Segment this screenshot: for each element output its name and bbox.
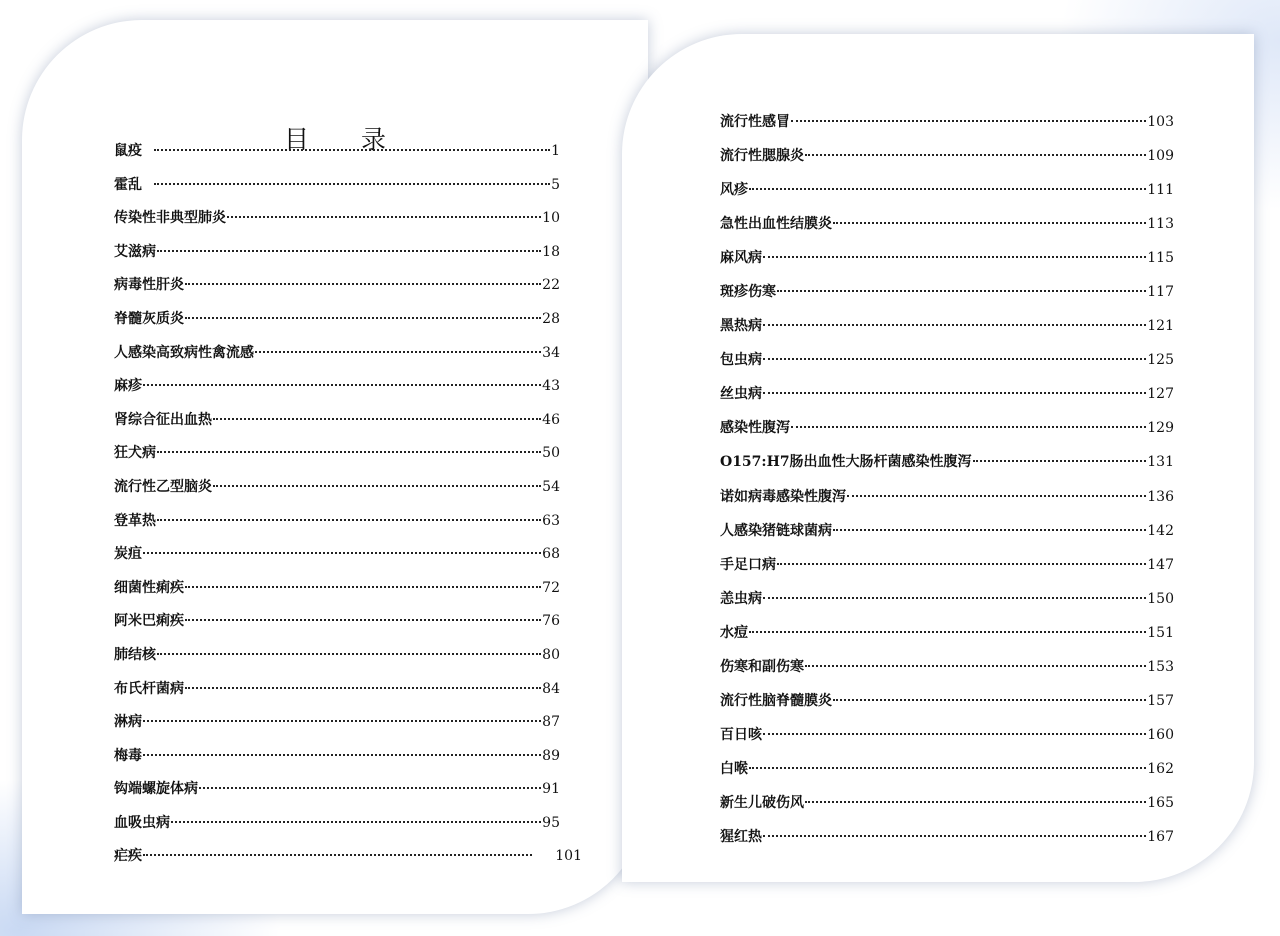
toc-entry[interactable]: [720, 418, 1174, 452]
toc-entry-page-number: 80: [542, 646, 560, 663]
toc-entry-label: 急性出血性结膜炎: [720, 216, 832, 233]
toc-entry-label: 流行性脑脊髓膜炎: [720, 692, 832, 709]
toc-entry[interactable]: [720, 589, 1174, 623]
toc-entry[interactable]: [114, 679, 560, 713]
toc-dot-leader: [763, 733, 1146, 735]
toc-entry-page-number: 131: [1147, 454, 1174, 471]
toc-entry[interactable]: [114, 175, 560, 209]
toc-entry[interactable]: [720, 623, 1174, 657]
toc-entry[interactable]: [720, 146, 1174, 180]
toc-entry-label: 人感染高致病性禽流感: [114, 344, 254, 361]
toc-dot-leader: [763, 392, 1146, 394]
toc-entry[interactable]: [720, 384, 1174, 418]
toc-dot-leader: [763, 358, 1146, 360]
toc-dot-leader: [157, 250, 541, 252]
toc-entry-page-number: 63: [542, 512, 560, 529]
toc-entry[interactable]: [114, 846, 582, 880]
toc-entry[interactable]: [114, 376, 560, 410]
toc-entry[interactable]: [114, 208, 560, 242]
toc-dot-leader: [805, 665, 1146, 667]
toc-entry-label: 黑热病: [720, 318, 762, 335]
toc-dot-leader: [199, 787, 541, 789]
toc-dot-leader: [143, 720, 541, 722]
toc-list-right: [720, 112, 1174, 861]
toc-dot-leader: [227, 216, 541, 218]
toc-entry-label: 诺如病毒感染性腹泻: [720, 488, 846, 505]
toc-entry-label: 包虫病: [720, 352, 762, 369]
toc-entry-label: 白喉: [720, 760, 748, 777]
toc-entry-page-number: 147: [1147, 556, 1174, 573]
toc-entry[interactable]: [114, 141, 560, 175]
toc-entry-page-number: 87: [542, 714, 560, 731]
toc-entry-page-number: 162: [1147, 760, 1174, 777]
toc-entry[interactable]: [720, 282, 1174, 316]
toc-entry-label: 流行性乙型脑炎: [114, 478, 212, 495]
toc-dot-leader: [185, 586, 541, 588]
toc-dot-leader: [749, 188, 1146, 190]
toc-entry-page-number: 115: [1147, 250, 1174, 267]
toc-entry[interactable]: [720, 657, 1174, 691]
toc-entry-label: 手足口病: [720, 556, 776, 573]
toc-dot-leader: [833, 529, 1146, 531]
toc-entry[interactable]: [114, 343, 560, 377]
toc-entry[interactable]: [114, 611, 560, 645]
toc-entry-label: 百日咳: [720, 726, 762, 743]
toc-entry-label: 丝虫病: [720, 386, 762, 403]
toc-entry-page-number: 157: [1147, 692, 1174, 709]
toc-entry-label: 艾滋病: [114, 243, 156, 260]
toc-entry-label: 斑疹伤寒: [720, 284, 776, 301]
toc-entry-label: 恙虫病: [720, 590, 762, 607]
toc-entry-page-number: 89: [542, 747, 560, 764]
toc-entry-page-number: 113: [1147, 216, 1174, 233]
toc-entry[interactable]: [720, 452, 1174, 486]
toc-entry-page-number: 103: [1147, 114, 1174, 130]
toc-entry-page-number: 167: [1147, 828, 1174, 845]
toc-dot-leader: [777, 563, 1146, 565]
right-page: [622, 34, 1254, 882]
toc-entry-label: 伤寒和副伤寒: [720, 658, 804, 675]
toc-entry[interactable]: [114, 309, 560, 343]
toc-entry[interactable]: [114, 242, 560, 276]
toc-entry[interactable]: [720, 112, 1174, 146]
toc-entry-page-number: 109: [1147, 148, 1174, 165]
toc-entry-label: 猩红热: [720, 828, 762, 845]
toc-entry[interactable]: [720, 827, 1174, 861]
toc-entry[interactable]: [720, 691, 1174, 725]
toc-entry-page-number: 136: [1147, 488, 1174, 505]
toc-dot-leader: [157, 519, 541, 521]
toc-entry-label: 脊髓灰质炎: [114, 310, 184, 327]
toc-entry-label: 细菌性痢疾: [114, 579, 184, 596]
toc-entry-page-number: 101: [555, 848, 582, 865]
toc-entry-page-number: 91: [542, 781, 560, 798]
toc-dot-leader: [833, 699, 1146, 701]
toc-entry[interactable]: [114, 712, 560, 746]
toc-entry[interactable]: [720, 316, 1174, 350]
toc-entry[interactable]: [114, 275, 560, 309]
toc-entry-page-number: 18: [542, 243, 560, 260]
toc-entry-page-number: 72: [542, 579, 560, 596]
toc-entry-page-number: 54: [542, 478, 560, 495]
toc-dot-leader: [185, 283, 541, 285]
toc-entry-page-number: 10: [542, 210, 560, 227]
toc-entry-page-number: 68: [542, 546, 560, 563]
toc-dot-leader: [805, 801, 1146, 803]
toc-entry-label: 阿米巴痢疾: [114, 613, 184, 630]
toc-entry-label: 流行性感冒: [720, 114, 790, 130]
toc-entry[interactable]: [114, 477, 560, 511]
toc-entry-page-number: 153: [1147, 658, 1174, 675]
toc-entry-page-number: 76: [542, 613, 560, 630]
toc-entry-page-number: 127: [1147, 386, 1174, 403]
toc-entry[interactable]: [720, 180, 1174, 214]
toc-entry-page-number: 142: [1147, 522, 1174, 539]
toc-dot-leader: [213, 485, 541, 487]
toc-entry-page-number: 22: [542, 277, 560, 294]
toc-entry-page-number: 151: [1147, 624, 1174, 641]
toc-dot-leader: [157, 451, 541, 453]
toc-entry-page-number: 1: [551, 143, 560, 159]
toc-dot-leader: [847, 495, 1146, 497]
toc-entry-page-number: 50: [542, 445, 560, 462]
toc-entry-label: 流行性腮腺炎: [720, 148, 804, 165]
toc-entry[interactable]: [720, 350, 1174, 384]
toc-dot-leader: [185, 317, 541, 319]
toc-entry-label: 麻疹: [114, 378, 142, 395]
toc-dot-leader: [157, 653, 541, 655]
toc-entry[interactable]: [114, 544, 560, 578]
left-page: [22, 20, 648, 914]
toc-entry[interactable]: [720, 725, 1174, 759]
toc-dot-leader: [143, 754, 541, 756]
toc-entry[interactable]: [720, 793, 1174, 827]
toc-dot-leader: [154, 183, 550, 185]
toc-entry[interactable]: [720, 214, 1174, 248]
toc-entry-label: 人感染猪链球菌病: [720, 522, 832, 539]
toc-dot-leader: [763, 597, 1146, 599]
toc-entry-label: 鼠疫: [114, 143, 142, 159]
toc-dot-leader: [777, 290, 1146, 292]
toc-entry[interactable]: [114, 578, 560, 612]
toc-entry-page-number: 5: [551, 176, 560, 193]
toc-entry-label: 肺结核: [114, 646, 156, 663]
toc-entry-page-number: 46: [542, 411, 560, 428]
toc-entry-page-number: 129: [1147, 420, 1174, 437]
toc-entry-label: O157:H7肠出血性大肠杆菌感染性腹泻: [720, 454, 972, 471]
toc-entry-label: 血吸虫病: [114, 814, 170, 831]
toc-entry-page-number: 150: [1147, 590, 1174, 607]
toc-dot-leader: [255, 351, 541, 353]
toc-entry-page-number: 84: [542, 680, 560, 697]
toc-entry-page-number: 121: [1147, 318, 1174, 335]
toc-entry[interactable]: [720, 248, 1174, 282]
toc-entry[interactable]: [720, 555, 1174, 589]
toc-entry[interactable]: [114, 443, 560, 477]
toc-entry-label: 布氏杆菌病: [114, 680, 184, 697]
toc-entry[interactable]: [114, 410, 560, 444]
toc-entry-label: 传染性非典型肺炎: [114, 210, 226, 227]
toc-dot-leader: [791, 426, 1146, 428]
toc-entry-page-number: 117: [1147, 284, 1174, 301]
toc-entry-label: 病毒性肝炎: [114, 277, 184, 294]
toc-dot-leader: [185, 619, 541, 621]
toc-entry-page-number: 160: [1147, 726, 1174, 743]
toc-dot-leader: [763, 256, 1146, 258]
toc-entry-label: 狂犬病: [114, 445, 156, 462]
toc-dot-leader: [833, 222, 1146, 224]
toc-entry[interactable]: [114, 779, 560, 813]
toc-entry-label: 炭疽: [114, 546, 142, 563]
toc-dot-leader: [749, 631, 1146, 633]
toc-dot-leader: [791, 120, 1146, 122]
toc-dot-leader: [763, 324, 1146, 326]
toc-entry[interactable]: [720, 759, 1174, 793]
toc-entry[interactable]: [114, 813, 560, 847]
toc-entry-label: 感染性腹泻: [720, 420, 790, 437]
toc-entry-label: 霍乱: [114, 176, 142, 193]
toc-entry-label: 麻风病: [720, 250, 762, 267]
toc-entry[interactable]: [114, 645, 560, 679]
toc-dot-leader: [763, 835, 1146, 837]
toc-dot-leader: [171, 821, 541, 823]
toc-dot-leader: [143, 854, 532, 856]
toc-entry-label: 肾综合征出血热: [114, 411, 212, 428]
toc-entry-page-number: 111: [1147, 182, 1174, 199]
toc-entry-page-number: 43: [542, 378, 560, 395]
toc-dot-leader: [143, 384, 541, 386]
toc-dot-leader: [749, 767, 1146, 769]
toc-dot-leader: [143, 552, 541, 554]
toc-entry-label: 疟疾: [114, 848, 142, 865]
toc-entry-page-number: 34: [542, 344, 560, 361]
toc-entry-label: 登革热: [114, 512, 156, 529]
toc-dot-leader: [805, 154, 1146, 156]
toc-entry-page-number: 125: [1147, 352, 1174, 369]
toc-dot-leader: [185, 687, 541, 689]
toc-entry[interactable]: [114, 746, 560, 780]
toc-entry-label: 水痘: [720, 624, 748, 641]
toc-dot-leader: [973, 460, 1147, 462]
toc-entry-label: 梅毒: [114, 747, 142, 764]
toc-title: 目 录: [284, 124, 408, 154]
toc-entry[interactable]: [114, 511, 560, 545]
toc-entry-label: 钩端螺旋体病: [114, 781, 198, 798]
toc-entry-label: 淋病: [114, 714, 142, 731]
toc-entry-label: 风疹: [720, 182, 748, 199]
toc-list-left: [114, 141, 582, 880]
toc-entry-page-number: 28: [542, 310, 560, 327]
toc-entry[interactable]: [720, 487, 1174, 521]
toc-entry-page-number: 165: [1147, 794, 1174, 811]
toc-dot-leader: [154, 149, 550, 151]
toc-dot-leader: [213, 418, 541, 420]
toc-entry[interactable]: [720, 521, 1174, 555]
toc-entry-label: 新生儿破伤风: [720, 794, 804, 811]
toc-entry-page-number: 95: [542, 814, 560, 831]
